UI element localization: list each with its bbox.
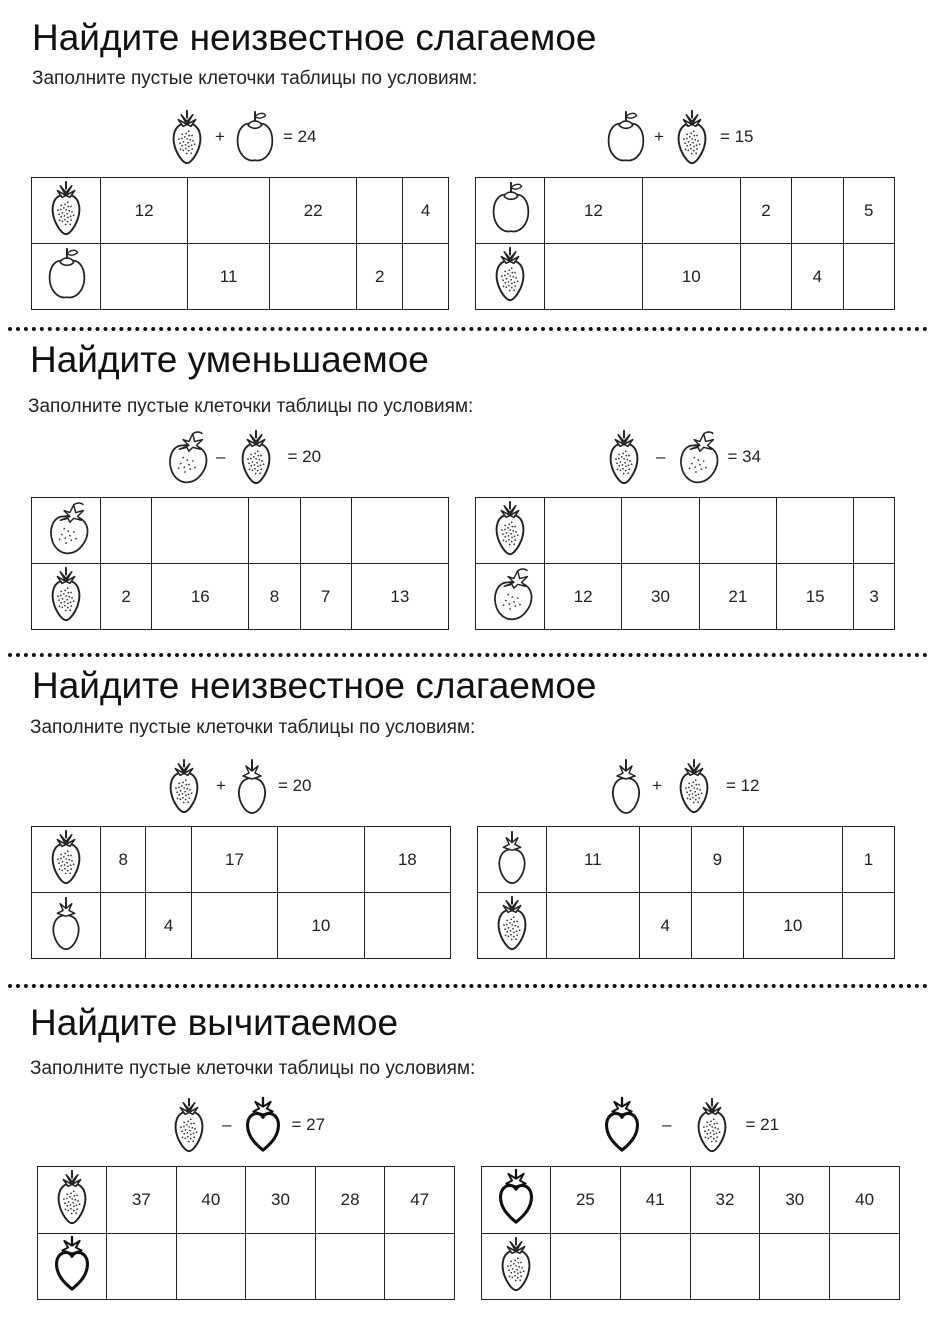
row-icon-cell	[38, 1167, 107, 1234]
value-cell: 30	[760, 1167, 830, 1234]
value-cell: 12	[101, 178, 188, 244]
heart-strawberry-icon	[49, 1235, 95, 1293]
table-row	[32, 498, 449, 564]
table-row	[32, 827, 451, 893]
table-row	[478, 893, 895, 959]
apple-icon	[602, 108, 648, 166]
value-cell: 1	[842, 827, 894, 893]
answer-cell[interactable]	[191, 893, 277, 959]
answer-cell[interactable]	[545, 498, 622, 564]
task-formula	[166, 1096, 325, 1154]
table-row	[38, 1167, 455, 1234]
answer-cell[interactable]	[547, 893, 640, 959]
strawberry-icon	[43, 565, 89, 623]
value-cell: 18	[364, 827, 450, 893]
answer-cell[interactable]	[776, 498, 853, 564]
operator: –	[216, 447, 226, 466]
answer-cell[interactable]	[101, 244, 188, 310]
section-title: Найдите вычитаемое	[30, 1002, 399, 1043]
value-cell: 7	[300, 564, 351, 630]
value-cell: 30	[622, 564, 699, 630]
section-divider	[8, 653, 928, 657]
apple-icon	[231, 108, 277, 166]
berry-icon	[606, 756, 646, 816]
answer-cell[interactable]	[639, 827, 691, 893]
table-row	[478, 827, 895, 893]
value-cell: 4	[403, 178, 449, 244]
strawberry-icon	[43, 179, 89, 237]
value-cell: 11	[547, 827, 640, 893]
operator: +	[654, 127, 664, 146]
result: = 20	[287, 447, 322, 466]
task-table	[475, 497, 895, 630]
answer-cell[interactable]	[101, 893, 146, 959]
strawberry-icon	[670, 108, 714, 166]
row-icon-cell	[478, 827, 547, 893]
row-icon-cell	[482, 1167, 551, 1234]
task-formula	[165, 108, 317, 166]
value-cell: 2	[357, 244, 403, 310]
result: = 24	[282, 127, 317, 146]
result: = 34	[727, 447, 762, 466]
value-cell: 47	[385, 1167, 455, 1234]
task-formula	[598, 428, 761, 486]
answer-cell[interactable]	[620, 1233, 690, 1300]
value-cell: 25	[551, 1167, 621, 1234]
value-cell: 41	[620, 1167, 690, 1234]
value-cell: 17	[191, 827, 277, 893]
answer-cell[interactable]	[690, 1233, 760, 1300]
operator: +	[215, 127, 225, 146]
value-cell: 5	[843, 178, 894, 244]
table-row	[476, 498, 895, 564]
strawberry-icon	[493, 1235, 539, 1293]
value-cell: 2	[101, 564, 152, 630]
task-formula	[602, 108, 754, 166]
result: = 15	[719, 127, 754, 146]
answer-cell[interactable]	[403, 244, 449, 310]
value-cell: 4	[792, 244, 843, 310]
row-icon-cell	[476, 178, 545, 244]
value-cell: 11	[188, 244, 270, 310]
section-instruction: Заполните пустые клеточки таблицы по условиям:	[28, 396, 474, 417]
row-icon-cell	[32, 564, 101, 630]
result: = 27	[291, 1115, 326, 1134]
berry-icon	[43, 894, 89, 952]
answer-cell[interactable]	[315, 1233, 385, 1300]
answer-cell[interactable]	[249, 498, 300, 564]
strawberry-icon	[165, 108, 209, 166]
table-row	[32, 564, 449, 630]
task-table	[475, 177, 895, 310]
row-icon-cell	[476, 498, 545, 564]
answer-cell[interactable]	[854, 498, 895, 564]
operator: –	[222, 1115, 232, 1134]
result: = 12	[725, 776, 760, 795]
answer-cell[interactable]	[743, 827, 842, 893]
strawberry-icon	[43, 828, 89, 886]
tomato-icon	[671, 428, 721, 486]
value-cell: 8	[101, 827, 146, 893]
task-table	[37, 1166, 455, 1300]
section-divider	[8, 327, 928, 331]
section-instruction: Заполните пустые клеточки таблицы по условиям:	[32, 68, 478, 89]
answer-cell[interactable]	[176, 1233, 246, 1300]
table-row	[476, 178, 895, 244]
task-table	[31, 497, 449, 630]
answer-cell[interactable]	[188, 178, 270, 244]
answer-cell[interactable]	[364, 893, 450, 959]
value-cell: 16	[152, 564, 249, 630]
task-table	[31, 826, 451, 959]
answer-cell[interactable]	[351, 498, 448, 564]
answer-cell[interactable]	[843, 244, 894, 310]
row-icon-cell	[482, 1233, 551, 1300]
berry-icon	[489, 828, 535, 886]
answer-cell[interactable]	[740, 244, 791, 310]
strawberry-icon	[487, 499, 533, 557]
answer-cell[interactable]	[146, 827, 191, 893]
value-cell: 10	[642, 244, 740, 310]
value-cell: 22	[269, 178, 356, 244]
table-row	[482, 1167, 900, 1234]
value-cell: 4	[639, 893, 691, 959]
value-cell: 9	[691, 827, 743, 893]
answer-cell[interactable]	[691, 893, 743, 959]
answer-cell[interactable]	[551, 1233, 621, 1300]
answer-cell[interactable]	[830, 1233, 900, 1300]
heart-strawberry-icon	[600, 1096, 644, 1154]
row-icon-cell	[38, 1233, 107, 1300]
answer-cell[interactable]	[107, 1233, 177, 1300]
strawberry-icon	[49, 1168, 95, 1226]
result: = 21	[745, 1115, 780, 1134]
tomato-icon	[160, 428, 210, 486]
heart-strawberry-icon	[493, 1168, 539, 1226]
value-cell: 4	[146, 893, 191, 959]
answer-cell[interactable]	[699, 498, 776, 564]
value-cell: 37	[107, 1167, 177, 1234]
tomato-icon	[487, 565, 533, 623]
section-title: Найдите неизвестное слагаемое	[32, 665, 597, 706]
row-icon-cell	[32, 244, 101, 310]
task-table	[31, 177, 449, 310]
section-instruction: Заполните пустые клеточки таблицы по условиям:	[30, 717, 476, 738]
section-title: Найдите уменьшаемое	[30, 339, 429, 380]
strawberry-icon	[158, 757, 210, 815]
strawberry-icon	[689, 1096, 735, 1154]
answer-cell[interactable]	[760, 1233, 830, 1300]
row-icon-cell	[32, 827, 101, 893]
value-cell: 15	[776, 564, 853, 630]
apple-icon	[43, 245, 89, 303]
value-cell: 21	[699, 564, 776, 630]
task-formula	[606, 756, 760, 816]
value-cell: 30	[246, 1167, 316, 1234]
operator: –	[662, 1115, 672, 1134]
value-cell: 13	[351, 564, 448, 630]
section-instruction: Заполните пустые клеточки таблицы по условиям:	[30, 1058, 476, 1079]
task-formula	[160, 428, 321, 486]
table-row	[482, 1233, 900, 1300]
row-icon-cell	[32, 178, 101, 244]
value-cell: 10	[743, 893, 842, 959]
value-cell: 8	[249, 564, 300, 630]
value-cell: 40	[176, 1167, 246, 1234]
heart-strawberry-icon	[241, 1096, 285, 1154]
task-formula	[600, 1096, 779, 1154]
value-cell: 32	[690, 1167, 760, 1234]
answer-cell[interactable]	[278, 827, 364, 893]
strawberry-icon	[487, 245, 533, 303]
value-cell: 28	[315, 1167, 385, 1234]
result: = 20	[277, 776, 312, 795]
tomato-icon	[43, 499, 89, 557]
value-cell: 3	[854, 564, 895, 630]
operator: +	[216, 776, 226, 795]
apple-icon	[487, 179, 533, 237]
table-row	[32, 178, 449, 244]
row-icon-cell	[476, 564, 545, 630]
strawberry-icon	[231, 428, 281, 486]
row-icon-cell	[478, 893, 547, 959]
task-table	[481, 1166, 900, 1300]
task-formula	[158, 756, 312, 816]
task-table	[477, 826, 895, 959]
strawberry-icon	[598, 428, 650, 486]
table-row	[32, 244, 449, 310]
answer-cell[interactable]	[269, 244, 356, 310]
row-icon-cell	[32, 498, 101, 564]
section-divider	[8, 984, 928, 988]
table-row	[38, 1233, 455, 1300]
answer-cell[interactable]	[545, 244, 643, 310]
table-row	[476, 564, 895, 630]
answer-cell[interactable]	[101, 498, 152, 564]
value-cell: 12	[545, 178, 643, 244]
strawberry-icon	[489, 894, 535, 952]
strawberry-icon	[166, 1096, 212, 1154]
table-row	[32, 893, 451, 959]
value-cell: 10	[278, 893, 364, 959]
value-cell: 2	[740, 178, 791, 244]
answer-cell[interactable]	[152, 498, 249, 564]
strawberry-icon	[668, 757, 720, 815]
value-cell: 40	[830, 1167, 900, 1234]
answer-cell[interactable]	[642, 178, 740, 244]
value-cell: 12	[545, 564, 622, 630]
section-title: Найдите неизвестное слагаемое	[32, 17, 597, 58]
operator: +	[652, 776, 662, 795]
answer-cell[interactable]	[792, 178, 843, 244]
answer-cell[interactable]	[357, 178, 403, 244]
operator: –	[656, 447, 666, 466]
table-row	[476, 244, 895, 310]
answer-cell[interactable]	[622, 498, 699, 564]
answer-cell[interactable]	[385, 1233, 455, 1300]
answer-cell[interactable]	[300, 498, 351, 564]
row-icon-cell	[32, 893, 101, 959]
row-icon-cell	[476, 244, 545, 310]
answer-cell[interactable]	[246, 1233, 316, 1300]
answer-cell[interactable]	[842, 893, 894, 959]
berry-icon	[232, 756, 272, 816]
